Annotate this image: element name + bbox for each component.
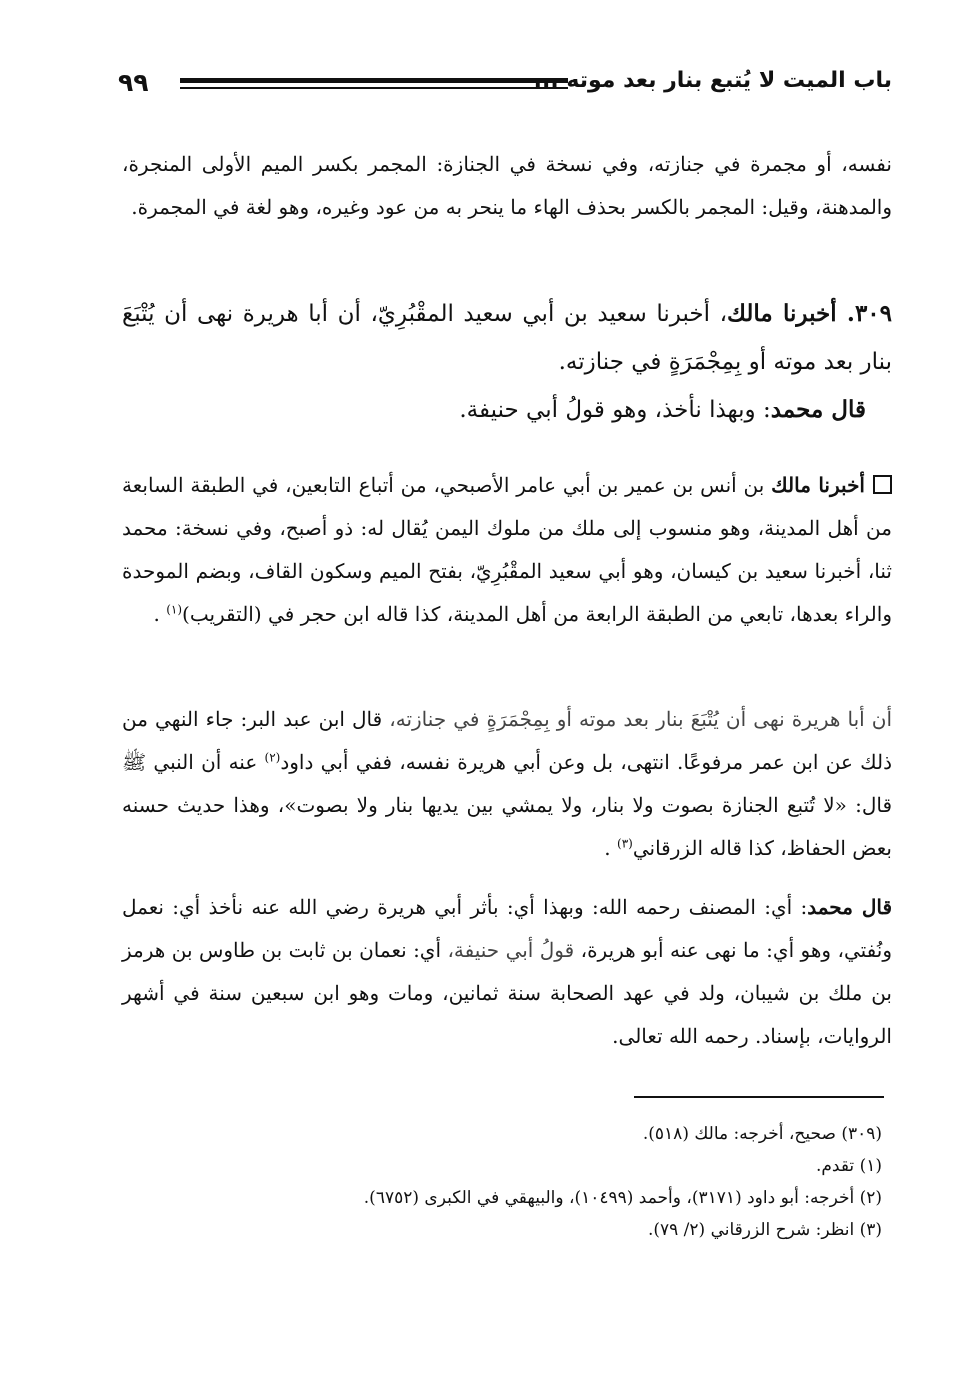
qala-muhammad: قال محمد (770, 396, 866, 423)
commentary-malik-end: . (153, 602, 167, 626)
commentary-malik-lead: أخبرنا مالك (771, 473, 865, 497)
footnote-divider (634, 1096, 884, 1098)
commentary-hadith (122, 698, 892, 870)
footnote-1: (١) تقدم. (815, 1156, 882, 1176)
commentary-malik-text: بن أنس بن عمير بن أبي عامر الأصبحي، من أتباع التابعين، في الطبقة السابعة من أهل المدينة، وهو منسوب إلى ملك من ملوك اليمن يُقال له: ذو أصبح، وفي نسخة: محمد ثنا، أخبرنا سعيد بن كيسان، وهو أبي سعيد المقْبُرِيّ، بفتح الميم وسكون القاف، وبضم الموحدة والراء بعدها، تابعي من الطبقة الرابعة من أهل المدينة، كذا قاله ابن حجر في (التقريب) (122, 473, 892, 626)
commentary-muhammad-qawl: قولُ أبي حنيفة، (447, 938, 575, 962)
paragraph-intro-text: نفسه، أو مجمرة في جنازته، وفي نسخة في الجنازة: المجمر بكسر الميم الأولى المنجرة، والمدهنة، وقيل: المجمر بالكسر بحذف الهاء ما ينحر به من عود وغيره، وهو لغة في المجمرة. (122, 152, 892, 219)
hadith-body: ، أخبرنا سعيد بن أبي سعيد المقْبُرِيّ، أن أبا هريرة نهى أن يُتْبَعَ بنار بعد موته أو بِمِجْمَرَةٍ في جنازته. (122, 301, 892, 375)
square-marker-icon (873, 475, 892, 494)
footnote-ref-3: (٣) (617, 836, 633, 851)
page-header (118, 62, 892, 102)
hadith-block (122, 290, 892, 434)
footnote-2: (٢) أخرجه: أبو داود (٣١٧١)، وأحمد (١٠٤٩٩)، والبيهقي في الكبرى (٦٧٥٢). (363, 1188, 882, 1208)
footnote-ref-1: (١) (166, 602, 183, 617)
running-title: باب الميت لا يُتبع بنار بعد موته ... (533, 68, 892, 93)
hadith-qala (122, 386, 892, 434)
footnote-309: (٣٠٩) صحيح، أخرجه: مالك (٥١٨). (642, 1124, 882, 1144)
footnote-ref-2: (٢) (264, 750, 281, 765)
commentary-hadith-text-b: عنه أن النبي ﷺ قال: «لا تُتبع الجنازة بصوت ولا بنار، ولا يمشي بين يديها بنار ولا بصوت»، وهذا حديث حسنه بعض الحفاظ، كذا قاله الزرقاني (122, 750, 892, 860)
commentary-muhammad (122, 886, 892, 1058)
footnotes (122, 1118, 882, 1246)
commentary-hadith-end: . (604, 836, 618, 860)
page-number: ٩٩ (118, 68, 149, 97)
commentary-muhammad-text-a: : أي: المصنف رحمه الله: وبهذا أي: بأثر أبي هريرة رضي الله عنه نأخذ أي: نعمل ونُفتي، وهو أي: ما نهى عنه أبو هريرة، (122, 895, 892, 962)
hadith-number-lead: ٣٠٩. أخبرنا مالك (727, 300, 892, 327)
header-rule-thin (180, 87, 568, 89)
header-rule-thick (180, 78, 568, 83)
commentary-muhammad-lead: قال محمد (807, 895, 893, 919)
commentary-malik (122, 464, 892, 636)
commentary-muhammad-text-b: أي: نعمان بن ثابت بن طاوس بن هرمز بن ملك بن شيبان، ولد في عهد الصحابة سنة ثمانين، ومات وهو ابن سبعين سنة في أشهر الروايات، بإسناد. رحمه الله تعالى. (122, 938, 892, 1048)
hadith-text (122, 290, 892, 386)
qala-text: : وبهذا نأخذ، وهو قولُ أبي حنيفة. (459, 397, 771, 423)
footnote-3: (٣) انظر: شرح الزرقاني (٢/ ٧٩). (647, 1220, 882, 1240)
paragraph-intro (122, 143, 892, 229)
commentary-hadith-text-a: قال ابن عبد البر: جاء النهي من ذلك عن ابن عمر مرفوعًا. انتهى، بل وعن أبي هريرة نفسه، ففي أبي داود (122, 707, 893, 774)
commentary-hadith-quote: أن أبا هريرة نهى أن يُتْبَعَ بنار بعد موته أو بِمِجْمَرَةٍ في جنازته، (389, 707, 892, 731)
